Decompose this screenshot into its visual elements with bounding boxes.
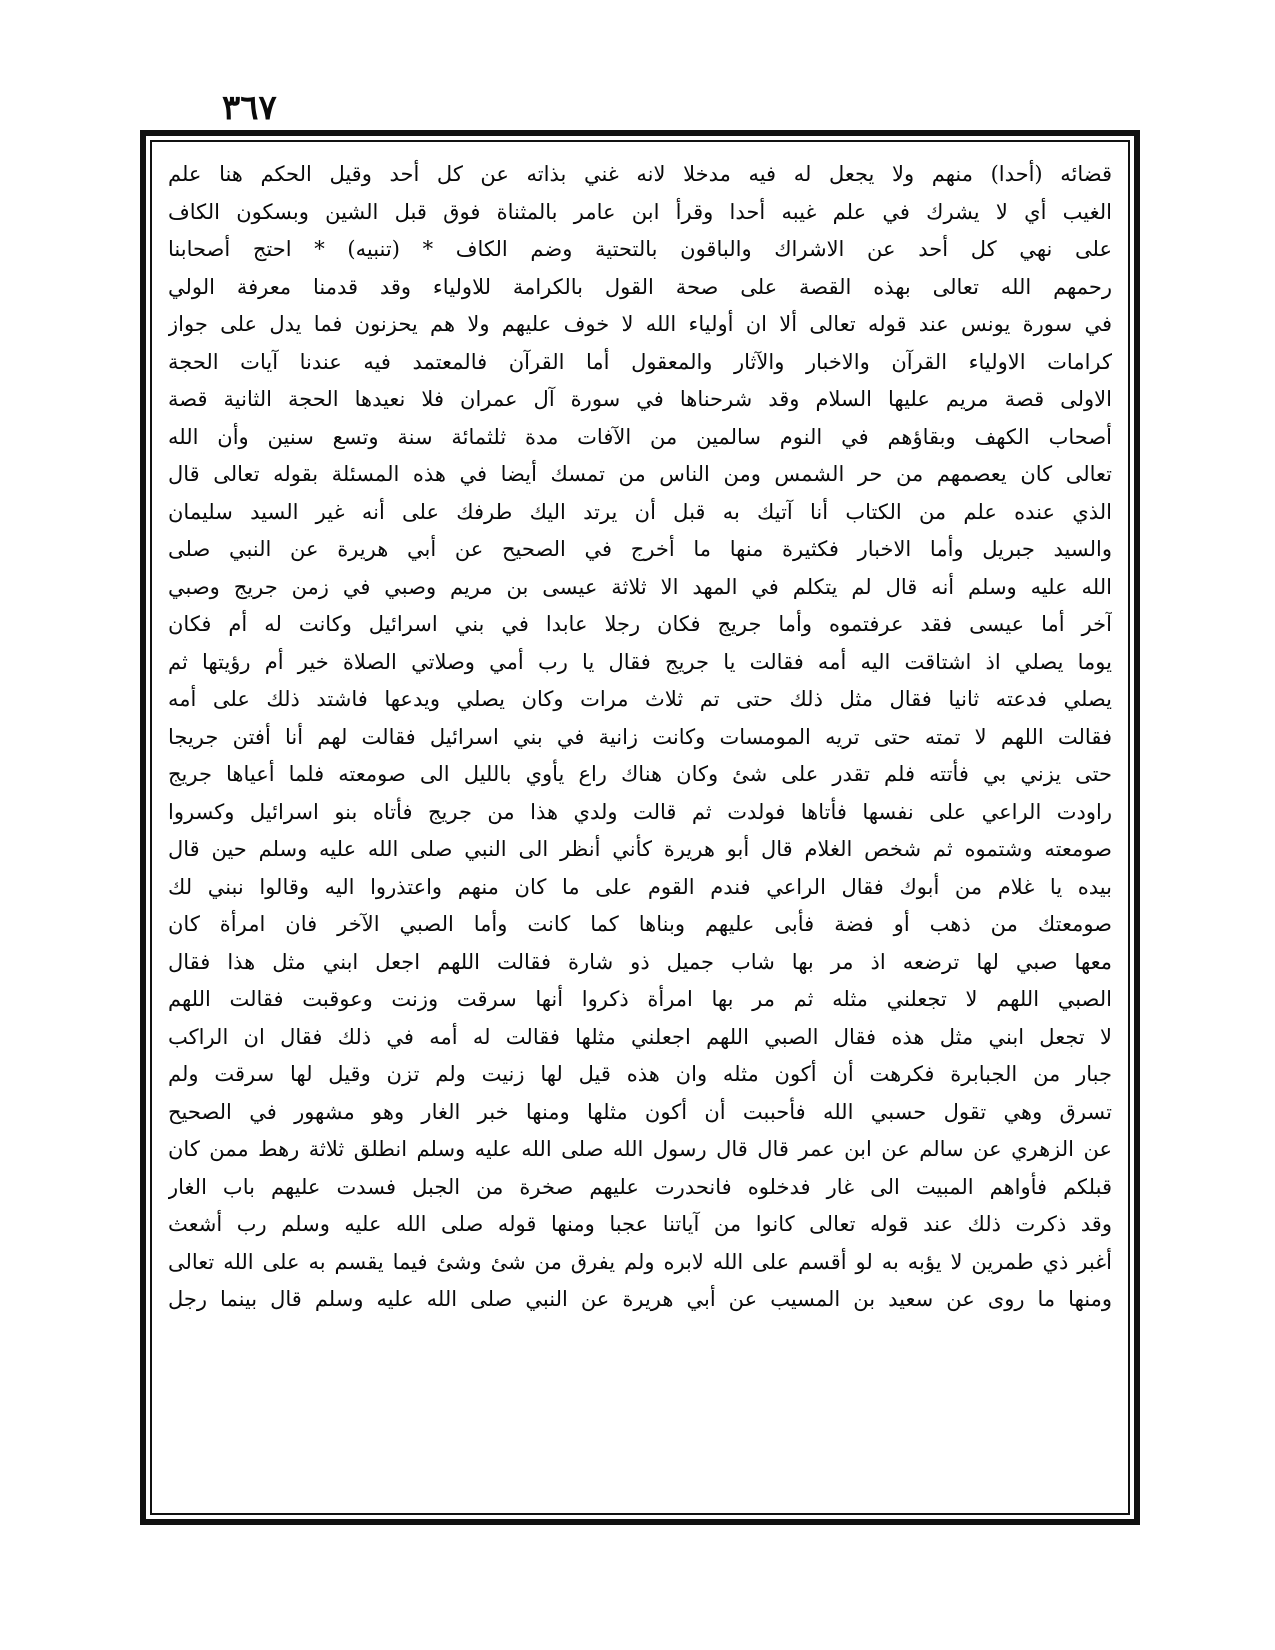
page-number: ٣٦٧ — [222, 88, 277, 128]
text-line: عن الزهري عن سالم عن ابن عمر قال قال رسول الله صلى الله عليه وسلم انطلق ثلاثة رهط ممن كان — [168, 1137, 1112, 1161]
text-line: بيده يا غلام من أبوك فقال الراعي فندم القوم على ما كان منهم واعتذروا اليه وقالوا نبني لك — [168, 874, 1112, 899]
text-line: تعالى كان يعصمهم من حر الشمس ومن الناس من تمسك أيضا في هذه المسئلة بقوله تعالى قال — [168, 462, 1112, 486]
text-line: لا تجعل ابني مثل هذه فقال الصبي اللهم اجعلني مثلها فقالت له أمه في ذلك فقال ان الراكب — [168, 1024, 1112, 1049]
body-text — [168, 156, 1112, 1503]
text-line: ومنها ما روى عن سعيد بن المسيب عن أبي هريرة عن النبي صلى الله عليه وسلم قال بينما رجل — [168, 1287, 1112, 1311]
text-line: أصحاب الكهف وبقاؤهم في النوم سالمين من الآفات مدة ثلثمائة سنة وتسع سنين وأن الله — [168, 424, 1112, 449]
text-line: تسرق وهي تقول حسبي الله فأحببت أن أكون مثلها ومنها خبر الغار وهو مشهور في الصحيح — [168, 1099, 1112, 1124]
text-line: قبلكم فأواهم المبيت الى غار فدخلوه فانحدرت عليهم صخرة من الجبل فسدت عليهم باب الغار — [168, 1174, 1112, 1199]
text-line: في سورة يونس عند قوله تعالى ألا ان أولياء الله لا خوف عليهم ولا هم يحزنون فما يدل على جواز — [168, 312, 1112, 336]
inner-border — [150, 140, 1130, 1515]
text-line: على نهي كل أحد عن الاشراك والباقون بالتحتية وضم الكاف * (تنبيه) * احتج أصحابنا — [168, 237, 1112, 261]
text-line: وقد ذكرت ذلك عند قوله تعالى كانوا من آياتنا عجبا ومنها قوله صلى الله عليه وسلم رب أشعث — [168, 1212, 1112, 1236]
text-line: كرامات الاولياء القرآن والاخبار والآثار والمعقول أما القرآن فالمعتمد فيه عندنا آيات الحجة — [168, 349, 1112, 374]
text-line: صومعته وشتموه ثم شخص الغلام قال أبو هريرة كأني أنظر الى النبي صلى الله عليه وسلم حين قال — [168, 837, 1112, 861]
text-line: حتى يزني بي فأتته فلم تقدر على شئ وكان هناك راع يأوي بالليل الى صومعته فلما أعياها جريج — [168, 762, 1112, 786]
text-line: يوما يصلي اذ اشتاقت اليه أمه فقالت يا جريج فقال يا رب أمي وصلاتي الصلاة خير أم رؤيتها ثم — [168, 649, 1112, 674]
text-line: الذي عنده علم من الكتاب أنا آتيك به قبل أن يرتد اليك طرفك على أنه غير السيد سليمان — [168, 499, 1112, 524]
text-line: قضائه (أحدا) منهم ولا يجعل له فيه مدخلا لانه غني بذاته عن كل أحد وقيل الحكم هنا علم — [168, 162, 1112, 186]
page-border-frame — [140, 130, 1140, 1525]
text-line: صومعتك من ذهب أو فضة فأبى عليهم وبناها كما كانت وأما الصبي الآخر فان امرأة كان — [168, 912, 1112, 936]
text-line: الصبي اللهم لا تجعلني مثله ثم مر بها امرأة ذكروا أنها سرقت وزنت وعوقبت فقالت اللهم — [168, 987, 1112, 1011]
text-line: والسيد جبريل وأما الاخبار فكثيرة منها ما أخرج في الصحيح عن أبي هريرة عن النبي صلى — [168, 537, 1112, 561]
text-line: فقالت اللهم لا تمته حتى تريه المومسات وكانت زانية في بني اسرائيل فقالت لهم أنا أفتن جريجا — [168, 724, 1112, 749]
text-line: الاولى قصة مريم عليها السلام وقد شرحناها في سورة آل عمران فلا نعيدها الحجة الثانية قصة — [168, 387, 1112, 411]
text-line: الله عليه وسلم أنه قال لم يتكلم في المهد الا ثلاثة عيسى بن مريم وصبي في زمن جريج وصبي — [168, 574, 1112, 599]
text-line: رحمهم الله تعالى بهذه القصة على صحة القول بالكرامة للاولياء وقد قدمنا معرفة الولي — [168, 274, 1112, 299]
text-line: معها صبي لها ترضعه اذ مر بها شاب جميل ذو شارة فقالت اللهم اجعل ابني مثل هذا فقال — [168, 949, 1112, 974]
text-line: راودت الراعي على نفسها فأتاها فولدت ثم قالت ولدي هذا من جريج فأتاه بنو اسرائيل وكسروا — [168, 799, 1112, 824]
text-line: أغبر ذي طمرين لا يؤبه به لو أقسم على الله لابره ولم يفرق من شئ وشئ فيما يقسم به على الله تعالى — [168, 1249, 1112, 1274]
text-line: الغيب أي لا يشرك في علم غيبه أحدا وقرأ ابن عامر بالمثناة فوق قبل الشين وبسكون الكاف — [168, 199, 1112, 224]
text-line: يصلي فدعته ثانيا فقال مثل ذلك حتى تم ثلاث مرات وكان يصلي ويدعها فاشتد ذلك على أمه — [168, 687, 1112, 711]
text-line: آخر أما عيسى فقد عرفتموه وأما جريج فكان رجلا عابدا في بني اسرائيل وكانت له أم فكان — [168, 612, 1112, 636]
text-line: جبار من الجبابرة فكرهت أن أكون مثله وان هذه قيل لها زنيت ولم تزن وقيل لها سرقت ولم — [168, 1062, 1112, 1086]
